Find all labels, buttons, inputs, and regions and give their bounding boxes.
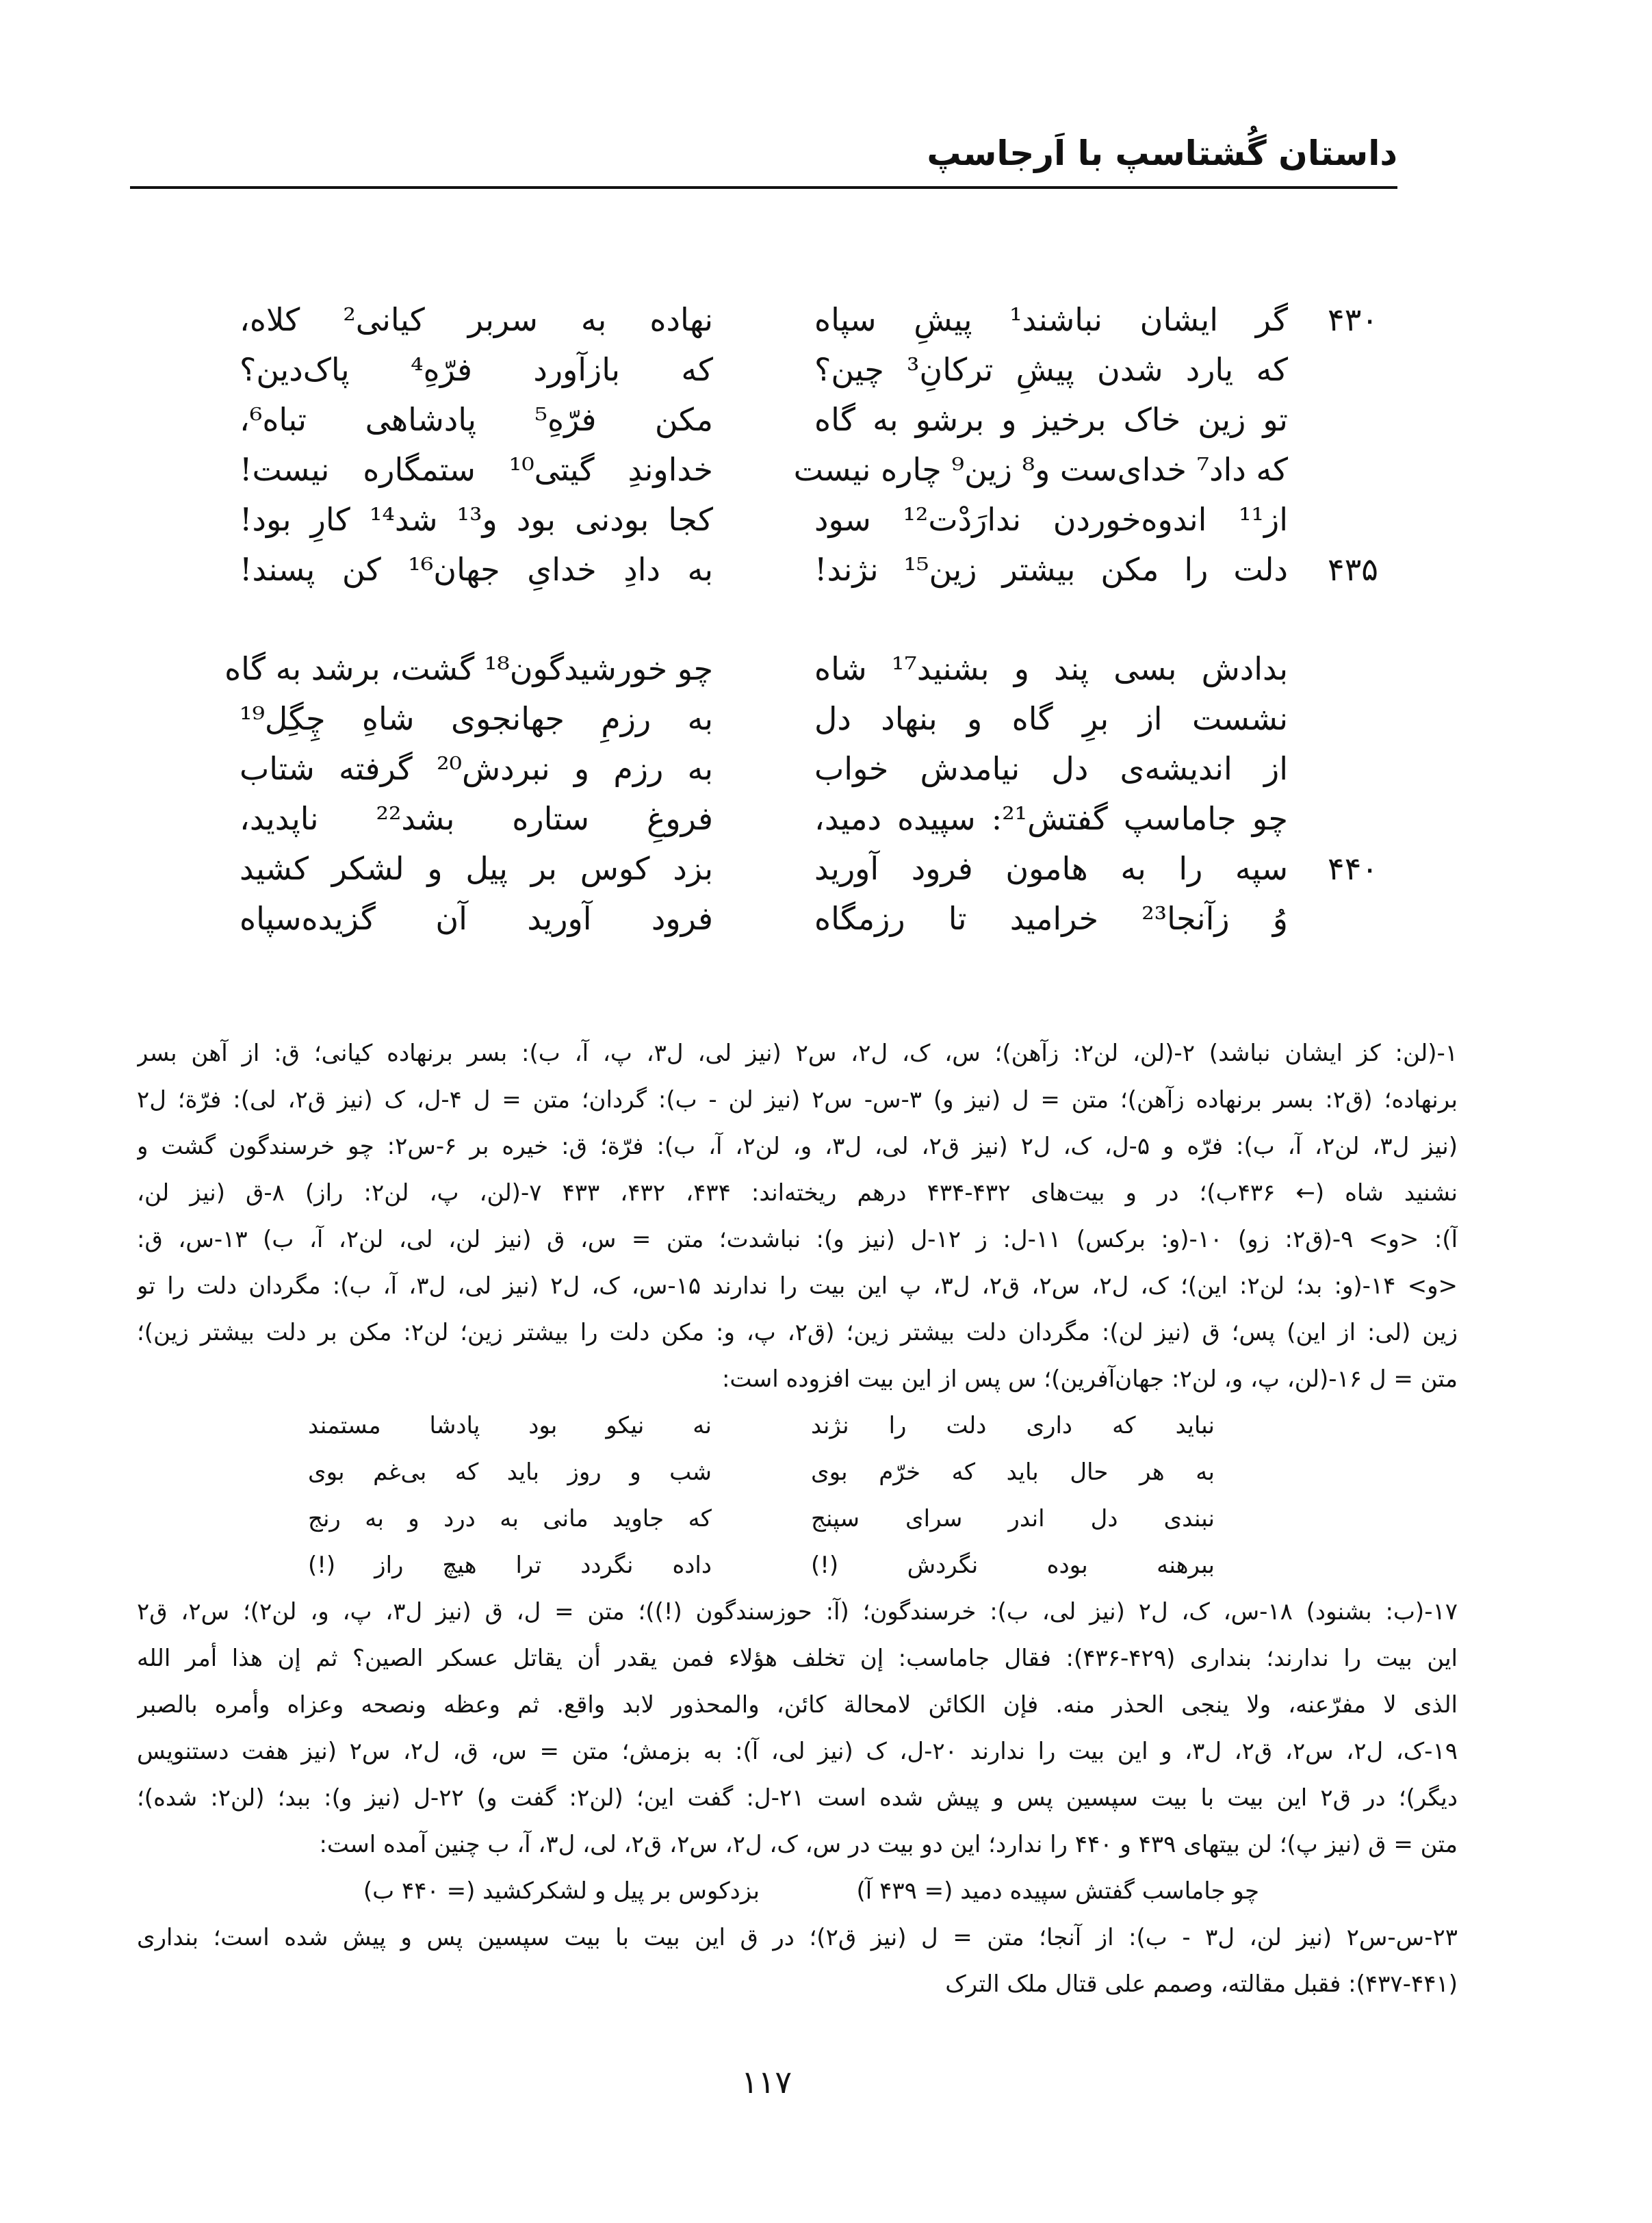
footnote-inserted-verse [137,1449,1458,1495]
hemistich-second: چو خورشیدگون¹⁸ گشت، برشد به گاه [224,650,713,687]
hemistich-second: فروغِ ستاره بشد²² ناپدید، [240,800,714,837]
footnote-line: متن = ق (نیز پ)؛ لن بیتهای ۴۳۹ و ۴۴۰ را ندارد؛ این دو بیت در س، ک، ل۲، س۲، ق۲، لی، ل۳، آ، ب چنین آمده است: [319,1831,1458,1858]
hemistich-second: به رزم و نبردش²⁰ گرفته شتاب [240,750,713,787]
verse-row [0,750,1652,801]
footnote-hemistich-second: شب و روز باید که بی‌غم بوی [308,1459,712,1486]
footnote-line: الذی لا مفرّعنه، ولا ینجی الحذر منه. فإن الکائن لامحالة کائن، والمحذور لابد واقع. ثم وعظه ونصحه وعزاه وأمره بالصبر [137,1691,1458,1719]
verse-number: ۴۴۰ [1327,850,1378,887]
verse-row [0,501,1652,552]
verse-number: ۴۳۰ [1327,301,1378,338]
footnote-line: نشنید شاه (← ۴۳۶ب)؛ در و بیت‌های ۴۳۲-۴۳۴ درهم ریخته‌اند: ۴۳۴، ۴۳۲، ۴۳۳ ۷-(لن، پ، لن۲: راز) ۸-ق (نیز لن، [137,1179,1458,1207]
footnote-hemistich-first: ببرهنه بوده نگردش (!) [811,1552,1215,1579]
footnote-line: (نیز ل۳، لن۲، آ، ب): فرّه و ۵-ل، ک، ل۲ (نیز ق۲، لی، ل۳، و، لن۲، آ، ب): فرّة؛ ق: خیره بر ۶-س۲: چو خرسندگون گشت و [137,1133,1458,1160]
footnote-hemistich-second: که جاوید مانی به درد و به رنج [308,1505,712,1532]
footnote-line: ۱-(لن: کز ایشان نباشد) ۲-(لن، لن۲: زآهن)؛ س، ک، ل۲، س۲ (نیز لی، ل۳، پ، آ، ب): بسر برنهاده کیانی؛ ق: از آهن بسر [137,1040,1458,1067]
verse-row [0,650,1652,702]
verse-row [0,351,1652,402]
verse-row [0,700,1652,751]
hemistich-first: نشست از برِ گاه و بنهاد دل [814,700,1288,737]
verse-row [0,900,1652,951]
hemistich-second: خداوندِ گیتی¹⁰ ستمگاره نیست! [240,451,713,488]
hemistich-second: به رزمِ جهانجوی شاهِ چِگِل¹⁹ [240,700,713,737]
hemistich-first: از¹¹ اندوه‌خوردن ندارَدْت¹² سود [814,501,1288,538]
verse-row [0,800,1652,851]
footnote-line: ۲۳-س-س۲ (نیز لن، ل۳ - ب): از آنجا؛ متن = ل (نیز ق۲)؛ در ق این بیت با بیت سپسین پس و پیش شده است؛ بنداری [137,1924,1458,1951]
footnote-line: دیگر)؛ در ق۲ این بیت با بیت سپسین پس و پیش شده است ۲۱-ل: گفت این؛ (لن۲: گفت و) ۲۲-ل (نیز و): ببد؛ (لن۲: شده)؛ [137,1784,1458,1812]
footnote-line: <و> ۱۴-(و: بد؛ لن۲: این)؛ ک، ل۲، س۲، ق۲، ل۳، پ این بیت را ندارند ۱۵-س، ک، ل۲ (نیز لی، ل۳، آ، ب): مگردان دلت را تو [137,1272,1458,1300]
footnote-hemistich-first: به هر حال باید که خرّم بوی [811,1459,1215,1486]
hemistich-first: تو زین خاک برخیز و برشو به گاه [814,401,1288,438]
footnotes-section [137,1030,1458,2007]
footnote-hemistich-second: نه نیکو بود پادشا مستمند [308,1412,712,1439]
hemistich-second: فرود آورید آن گزیده‌سپاه [240,900,713,937]
hemistich-second: نهاده به سربر کیانی² کلاه، [240,301,713,338]
footnote-hemistich-first: نبندی دل اندر سرای سپنج [811,1505,1215,1532]
footnote-line: برنهاده؛ (ق۲: بسر برنهاده زآهن)؛ متن = ل (نیز و) ۳-س- س۲ (نیز لن - ب): گردان؛ متن = ل ۴-ل، ک (نیز ق۲، لی): فرّة؛ ل۲ [137,1086,1458,1114]
verse-row [0,850,1652,901]
header-rule [130,186,1397,189]
page-number: ۱۱۷ [740,2064,792,2100]
footnote-line: متن = ل ۱۶-(لن، پ، و، لن۲: جهان‌آفرین)؛ س پس از این بیت افزوده است: [721,1365,1458,1393]
running-header-title: داستان گُشتاسپ با اَرجاسپ [927,133,1397,173]
footnote-quoted-verse [137,1868,1458,1914]
hemistich-second: مکن فرّهِ⁵ پادشاهی تباه⁶، [240,401,713,438]
footnote-inserted-verse [137,1495,1458,1542]
verse-row [0,451,1652,502]
footnote-line: زین (لی: از این) پس؛ ق (نیز لن): مگردان دلت بیشتر زین؛ (ق۲، پ، و: مکن دلت را بیشتر زین؛ لن۲: مکن بر دلت بیشتر زین)؛ [137,1319,1458,1346]
hemistich-first: از اندیشه‌ی دل نیامدش خواب [814,750,1288,787]
verse-row [0,401,1652,452]
verse-row [0,551,1652,602]
hemistich-first: سپه را به هامون فرود آورید [814,850,1288,887]
hemistich-first: گر ایشان نباشند¹ پیشِ سپاه [814,301,1288,338]
footnote-line: این بیت را ندارند؛ بنداری (۴۲۹-۴۳۶): فقال جاماسب: إن تخلف هؤلاء فمن یقدر أن یقاتل عسکر الصین؟ ثم إن هذا أمر الله [137,1645,1458,1672]
footnote-hemistich-second: داده نگردد ترا هیچ راز (!) [308,1552,712,1579]
hemistich-second: به دادِ خدایِ جهان¹⁶ کن پسند! [240,551,714,588]
hemistich-first: دلت را مکن بیشتر زین¹⁵ نژند! [814,551,1288,588]
footnote-line: (۴۳۷-۴۴۱): فقبل مقالته، وصمم علی قتال ملک الترک [945,1970,1458,1998]
hemistich-first: که داد⁷ خدای‌ست و⁸ زین⁹ چاره نیست [793,451,1288,488]
footnote-line: ۱۷-(ب: بشنود) ۱۸-س، ک، ل۲ (نیز لی، ب): خرسندگون؛ (آ: حوزسندگون (!))؛ متن = ل، ق (نیز ل۳، پ، و، لن۲)؛ س۲، ق۲ [137,1598,1458,1626]
hemistich-second: که بازآورد فرّهِ⁴ پاک‌دین؟ [240,351,713,388]
hemistich-first: وُ زآنجا²³ خرامید تا رزمگاه [814,900,1288,937]
hemistich-second: بزد کوس بر پیل و لشکر کشید [240,850,713,887]
footnote-inserted-verse [137,1542,1458,1589]
footnote-inserted-verse [137,1402,1458,1449]
hemistich-first: چو جاماسپ گفتش²¹: سپیده دمید، [814,800,1288,837]
footnote-quote-first: چو جاماسب گفتش سپیده دمید (= ۴۳۹ آ) [856,1877,1259,1905]
footnote-line: ۱۹-ک، ل۲، س۲، ق۲، ل۳، و این بیت را ندارند ۲۰-ل، ک (نیز لی، آ): به بزمش؛ متن = س، ق، ل۲، س۲ (نیز هفت دستنویس [137,1738,1458,1765]
verse-row [0,301,1652,352]
footnote-quote-second: بزدکوس بر پیل و لشکرکشید (= ۴۴۰ ب) [363,1877,760,1905]
footnote-line: آ): <و> ۹-(ق۲: زو) ۱۰-(و: برکس) ۱۱-ل: ز ۱۲-ل (نیز و): نباشدت؛ متن = س، ق (نیز لن، لی، لن۲، آ، ب) ۱۳-س، ق: [137,1226,1458,1253]
hemistich-first: بدادش بسی پند و بشنید¹⁷ شاه [814,650,1289,687]
verse-number: ۴۳۵ [1327,551,1378,588]
footnote-hemistich-first: نباید که داری دلت را نژند [811,1412,1215,1439]
hemistich-second: کجا بودنی بود و¹³ شد¹⁴ کارِ بود! [240,501,714,538]
hemistich-first: که یارد شدن پیشِ ترکانِ³ چین؟ [814,351,1289,388]
